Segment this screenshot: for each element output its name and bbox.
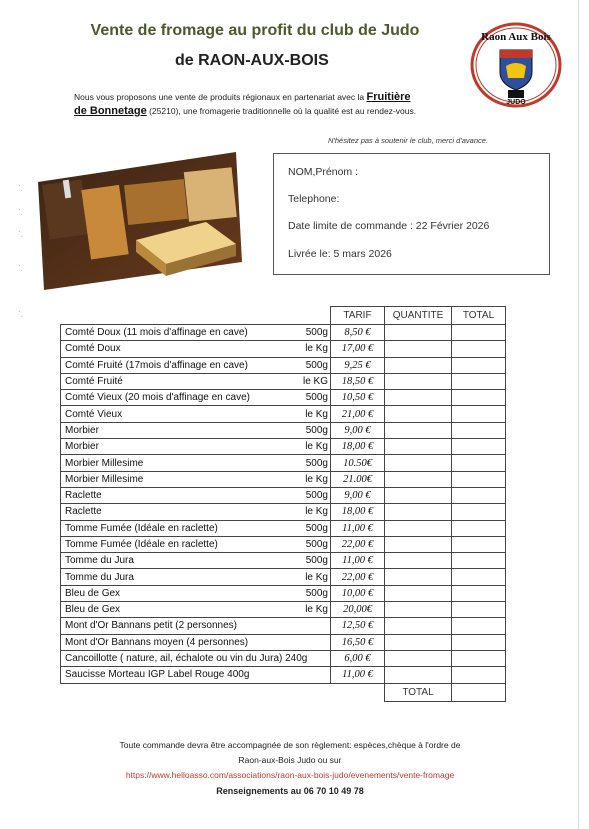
product-cell: [61, 471, 331, 487]
product-unit: 500g: [305, 392, 328, 404]
product-name: Tomme du Jura: [65, 555, 134, 567]
product-unit: 500g: [305, 457, 328, 469]
table-row: [61, 357, 506, 373]
payment-note: Toute commande devra être accompagnée de son règlement: espèces,chèque à l'ordre de: [119, 740, 461, 750]
table-row: [61, 422, 506, 438]
product-name: Morbier: [65, 441, 99, 453]
quantity-input-cell[interactable]: [385, 455, 452, 471]
intro-part2: (25210), une fromagerie traditionnelle où la qualité est au rendez-vous.: [146, 106, 417, 116]
line-total-cell[interactable]: [452, 325, 506, 341]
header-spacer: [61, 307, 331, 325]
quantity-input-cell[interactable]: [385, 618, 452, 634]
quantity-input-cell[interactable]: [385, 504, 452, 520]
product-unit: 500g: [305, 587, 328, 599]
price-cell: 17,00 €: [331, 341, 385, 357]
product-cell: [61, 390, 331, 406]
quantity-input-cell[interactable]: [385, 341, 452, 357]
total-row: [61, 683, 506, 701]
line-total-cell[interactable]: [452, 422, 506, 438]
table-row: [61, 406, 506, 422]
product-unit: 500g: [305, 359, 328, 371]
line-total-cell[interactable]: [452, 341, 506, 357]
customer-info-box: [273, 153, 550, 275]
line-total-cell[interactable]: [452, 569, 506, 585]
product-unit: le KG: [302, 376, 328, 388]
name-field-label: NOM,Prénom :: [288, 166, 359, 178]
partner-name-2: de Bonnetage: [74, 105, 147, 117]
product-name: Morbier Millesime: [65, 457, 144, 469]
page-subtitle: de RAON-AUX-BOIS: [175, 52, 329, 69]
total-spacer: [61, 683, 331, 701]
product-name: Bleu de Gex: [65, 587, 121, 599]
product-name: Morbier Millesime: [65, 473, 144, 485]
line-total-cell[interactable]: [452, 455, 506, 471]
price-cell: 6,00 €: [331, 650, 385, 666]
product-name: Comté Fruité: [65, 376, 123, 388]
quantity-input-cell[interactable]: [385, 325, 452, 341]
table-row: [61, 569, 506, 585]
table-row: [61, 634, 506, 650]
margin-mark: `.: [18, 230, 23, 239]
table-row: [61, 650, 506, 666]
product-name: Cancoillotte ( nature, ail, échalote ou vin du Jura) 240g: [65, 653, 308, 665]
quantity-input-cell[interactable]: [385, 487, 452, 503]
margin-mark: `.: [18, 184, 23, 193]
price-cell: 11,00 €: [331, 520, 385, 536]
table-header-row: [61, 307, 506, 325]
table-row: [61, 504, 506, 520]
product-unit: 500g: [305, 555, 328, 567]
margin-mark: `.: [18, 310, 23, 319]
logo-text-bottom: JUDO: [506, 99, 526, 106]
quantity-input-cell[interactable]: [385, 585, 452, 601]
table-row: [61, 536, 506, 552]
grand-total-cell[interactable]: [452, 683, 506, 701]
table-row: [61, 455, 506, 471]
product-cell: [61, 504, 331, 520]
product-name: Tomme du Jura: [65, 571, 134, 583]
price-cell: 12,50 €: [331, 618, 385, 634]
product-cell: [61, 357, 331, 373]
quantity-input-cell[interactable]: [385, 471, 452, 487]
quantity-input-cell[interactable]: [385, 650, 452, 666]
contact-info: Renseignements au 06 70 10 49 78: [216, 786, 364, 796]
intro-part1: Nous vous proposons une vente de produits régionaux en partenariat avec la: [74, 92, 367, 102]
quantity-input-cell[interactable]: [385, 439, 452, 455]
price-cell: 8,50 €: [331, 325, 385, 341]
product-unit: le Kg: [305, 408, 328, 420]
helloasso-link[interactable]: https://www.helloasso.com/associations/raon-aux-bois-judo/evenements/vente-fromage: [125, 770, 455, 780]
price-cell: 22,00 €: [331, 569, 385, 585]
deadline-text: Date limite de commande : 22 Février 2026: [288, 220, 490, 232]
quantity-input-cell[interactable]: [385, 602, 452, 618]
judo-club-logo: [470, 22, 562, 108]
product-cell: [61, 520, 331, 536]
table-row: [61, 553, 506, 569]
product-cell: [61, 618, 331, 634]
line-total-cell[interactable]: [452, 585, 506, 601]
margin-mark: `.: [18, 208, 23, 217]
page-title: Vente de fromage au profit du club de Judo: [90, 22, 420, 39]
table-row: [61, 471, 506, 487]
intro-text: [74, 90, 464, 118]
header-tarif: TARIF: [331, 307, 385, 325]
price-cell: 11,00 €: [331, 553, 385, 569]
line-total-cell[interactable]: [452, 439, 506, 455]
cheese-cellar-photo: [36, 152, 242, 292]
product-unit: 500g: [305, 539, 328, 550]
line-total-cell[interactable]: [452, 487, 506, 503]
product-cell: [61, 341, 331, 357]
price-cell: 10.50€: [331, 455, 385, 471]
header-total: TOTAL: [452, 307, 506, 325]
product-unit: 500g: [305, 327, 328, 339]
table-row: [61, 585, 506, 601]
price-cell: 22,00 €: [331, 536, 385, 552]
product-cell: [61, 406, 331, 422]
table-row: [61, 667, 506, 683]
line-total-cell[interactable]: [452, 471, 506, 487]
product-name: Comté Doux (11 mois d'affinage en cave): [65, 327, 248, 339]
table-row: [61, 487, 506, 503]
table-row: [61, 618, 506, 634]
support-hint: N'hésitez pas à soutenir le club, merci d'avance.: [328, 136, 489, 145]
delivery-text: Livrée le: 5 mars 2026: [288, 248, 392, 260]
line-total-cell[interactable]: [452, 390, 506, 406]
product-cell: [61, 585, 331, 601]
table-row: [61, 341, 506, 357]
quantity-input-cell[interactable]: [385, 357, 452, 373]
product-name: Comté Doux: [65, 343, 121, 355]
product-name: Comté Fruité (17mois d'affinage en cave): [65, 359, 248, 371]
margin-mark: `.: [18, 264, 23, 273]
payment-note-2: Raon-aux-Bois Judo ou sur: [238, 755, 342, 765]
product-name: Tomme Fumée (Idéale en raclette): [65, 539, 218, 550]
product-cell: [61, 439, 331, 455]
quantity-input-cell[interactable]: [385, 406, 452, 422]
logo-text-top: Raon Aux Bois: [481, 31, 551, 43]
quantity-input-cell[interactable]: [385, 373, 452, 389]
phone-field-label: Telephone:: [288, 193, 340, 205]
product-unit: le Kg: [305, 506, 328, 518]
product-cell: [61, 634, 331, 650]
table-row: [61, 520, 506, 536]
line-total-cell[interactable]: [452, 667, 506, 683]
product-cell: [61, 650, 331, 666]
product-unit: le Kg: [305, 441, 328, 453]
quantity-input-cell[interactable]: [385, 536, 452, 552]
price-cell: 11,00 €: [331, 667, 385, 683]
page-edge: [578, 0, 589, 829]
line-total-cell[interactable]: [452, 553, 506, 569]
product-cell: [61, 373, 331, 389]
header-quantite: QUANTITE: [385, 307, 452, 325]
product-cell: [61, 487, 331, 503]
line-total-cell[interactable]: [452, 520, 506, 536]
table-row: [61, 373, 506, 389]
product-name: Saucisse Morteau IGP Label Rouge 400g: [65, 669, 250, 681]
product-name: Mont d'Or Bannans moyen (4 personnes): [65, 636, 249, 648]
price-cell: 21,00 €: [331, 406, 385, 422]
quantity-input-cell[interactable]: [385, 667, 452, 683]
price-cell: 9,00 €: [331, 487, 385, 503]
line-total-cell[interactable]: [452, 634, 506, 650]
product-unit: 500g: [305, 490, 328, 502]
product-unit: 500g: [305, 522, 328, 534]
price-cell: 18,00 €: [331, 504, 385, 520]
line-total-cell[interactable]: [452, 504, 506, 520]
table-row: [61, 390, 506, 406]
line-total-cell[interactable]: [452, 406, 506, 422]
quantity-input-cell[interactable]: [385, 634, 452, 650]
quantity-input-cell[interactable]: [385, 553, 452, 569]
line-total-cell[interactable]: [452, 536, 506, 552]
product-cell: [61, 325, 331, 341]
product-unit: le Kg: [305, 604, 328, 616]
product-name: Morbier: [65, 424, 99, 436]
line-total-cell[interactable]: [452, 602, 506, 618]
price-cell: 16,50 €: [331, 634, 385, 650]
product-unit: le Kg: [305, 473, 328, 485]
price-cell: 18,00 €: [331, 439, 385, 455]
price-cell: 10,50 €: [331, 390, 385, 406]
line-total-cell[interactable]: [452, 373, 506, 389]
price-cell: 21.00€: [331, 471, 385, 487]
product-cell: [61, 667, 331, 683]
price-cell: 10,00 €: [331, 585, 385, 601]
product-cell: [61, 536, 331, 552]
table-row: [61, 439, 506, 455]
line-total-cell[interactable]: [452, 650, 506, 666]
line-total-cell[interactable]: [452, 618, 506, 634]
price-cell: 20,00€: [331, 602, 385, 618]
product-unit: le Kg: [305, 571, 328, 583]
product-cell: [61, 553, 331, 569]
quantity-input-cell[interactable]: [385, 520, 452, 536]
quantity-input-cell[interactable]: [385, 390, 452, 406]
grand-total-label: TOTAL: [385, 683, 452, 701]
product-cell: [61, 422, 331, 438]
partner-name-1: Fruitière: [366, 91, 411, 103]
product-name: Bleu de Gex: [65, 604, 121, 616]
price-cell: 9,00 €: [331, 422, 385, 438]
price-cell: 9,25 €: [331, 357, 385, 373]
product-cell: [61, 455, 331, 471]
product-name: Tomme Fumée (Idéale en raclette): [65, 522, 218, 534]
product-name: Comté Vieux (20 mois d'affinage en cave): [65, 392, 250, 404]
quantity-input-cell[interactable]: [385, 569, 452, 585]
product-cell: [61, 569, 331, 585]
table-row: [61, 602, 506, 618]
order-table: [60, 306, 506, 702]
line-total-cell[interactable]: [452, 357, 506, 373]
table-row: [61, 325, 506, 341]
product-unit: 500g: [305, 424, 328, 436]
product-name: Comté Vieux: [65, 408, 123, 420]
price-cell: 18,50 €: [331, 373, 385, 389]
product-name: Mont d'Or Bannans petit (2 personnes): [65, 620, 238, 632]
product-unit: le Kg: [305, 343, 328, 355]
quantity-input-cell[interactable]: [385, 422, 452, 438]
product-cell: [61, 602, 331, 618]
total-spacer: [331, 683, 385, 701]
product-name: Raclette: [65, 490, 102, 502]
product-name: Raclette: [65, 506, 102, 518]
